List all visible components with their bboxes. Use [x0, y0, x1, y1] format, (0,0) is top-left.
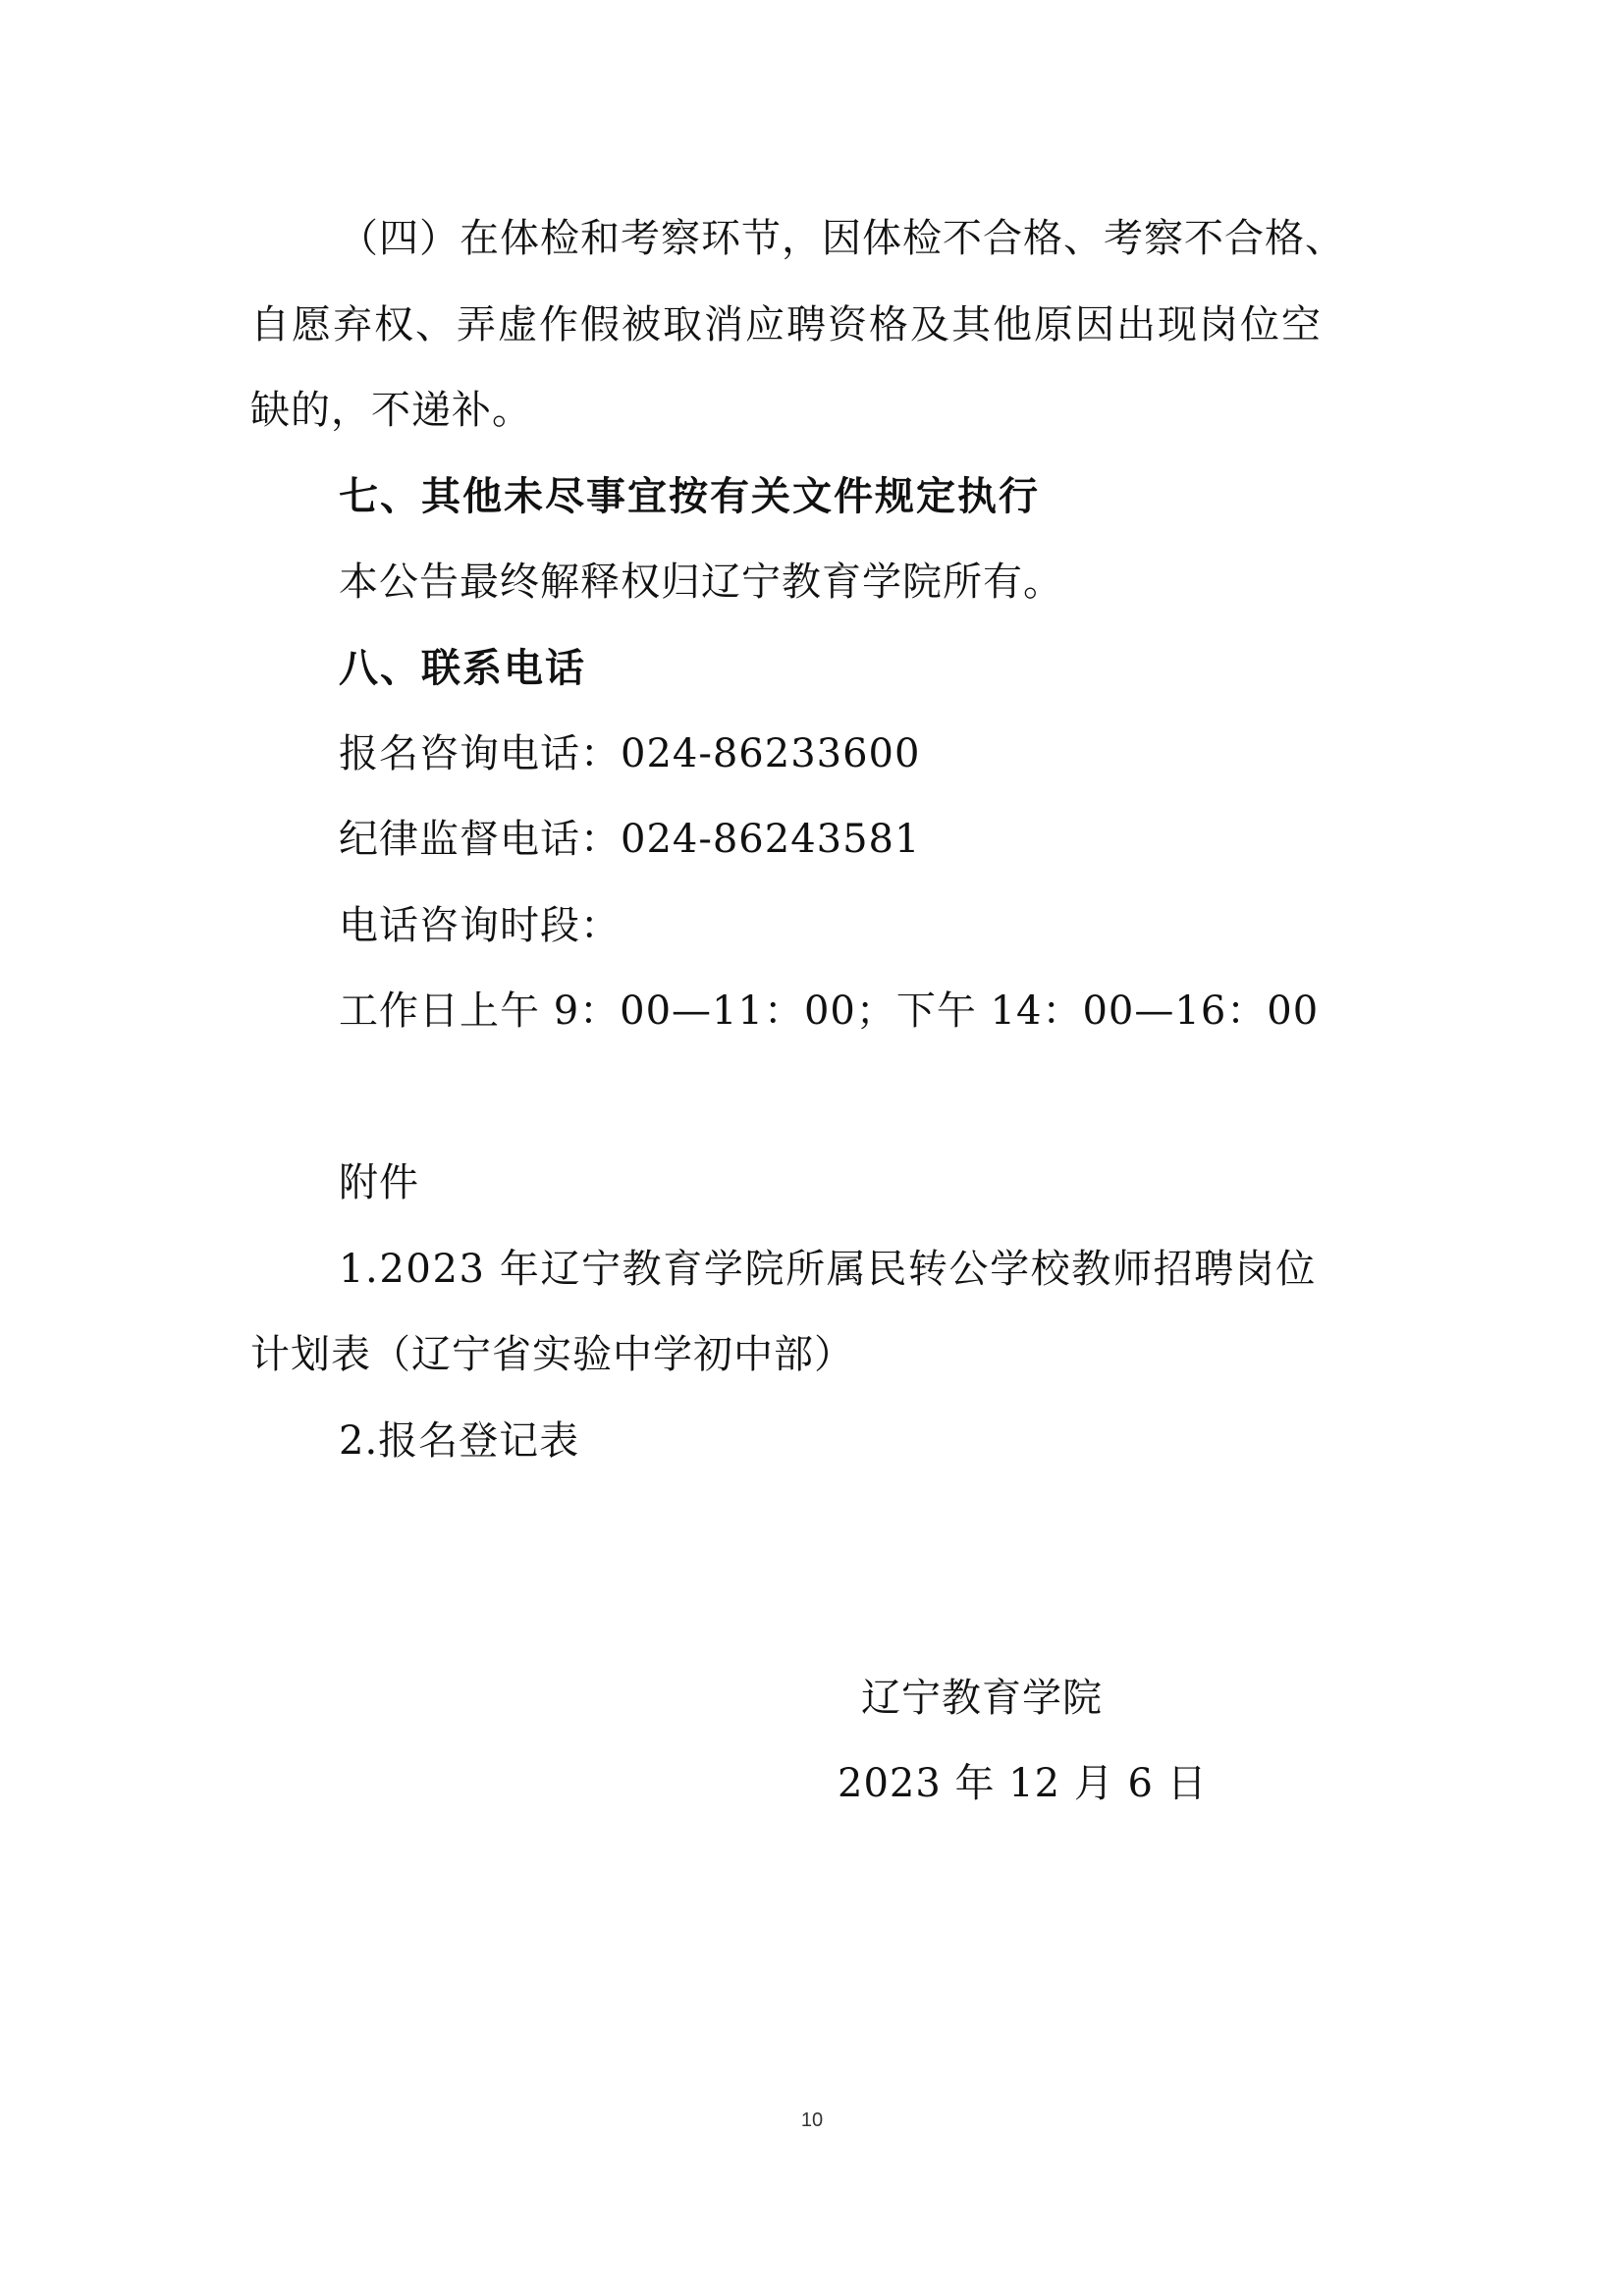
section-7-text: 本公告最终解释权归辽宁教育学院所有。 — [339, 560, 1063, 605]
section-7-heading: 七、其他未尽事宜按有关文件规定执行 — [339, 474, 1040, 519]
consultation-hours: 工作日上午 9：00—11：00；下午 14：00—16：00 — [339, 988, 1320, 1034]
attachment-1-line-2: 计划表（辽宁省实验中学初中部） — [250, 1332, 854, 1377]
discipline-phone: 纪律监督电话：024-86243581 — [339, 817, 921, 862]
hours-label: 电话咨询时段： — [339, 903, 621, 948]
signature-organization: 辽宁教育学院 — [861, 1676, 1103, 1721]
paragraph-4-line-1: （四）在体检和考察环节，因体检不合格、考察不合格、 — [339, 216, 1345, 261]
attachments-label: 附件 — [339, 1160, 419, 1205]
paragraph-4-line-3: 缺的，不递补。 — [250, 388, 532, 433]
attachment-1-line-1: 1.2023 年辽宁教育学院所属民转公学校教师招聘岗位 — [339, 1247, 1317, 1292]
registration-phone: 报名咨询电话：024-86233600 — [339, 731, 921, 776]
paragraph-4-line-2: 自愿弃权、弄虚作假被取消应聘资格及其他原因出现岗位空 — [250, 302, 1323, 347]
section-8-heading: 八、联系电话 — [339, 646, 586, 691]
page-number: 10 — [800, 2109, 824, 2131]
signature-date: 2023 年 12 月 6 日 — [838, 1761, 1208, 1806]
attachment-2: 2.报名登记表 — [339, 1418, 580, 1464]
